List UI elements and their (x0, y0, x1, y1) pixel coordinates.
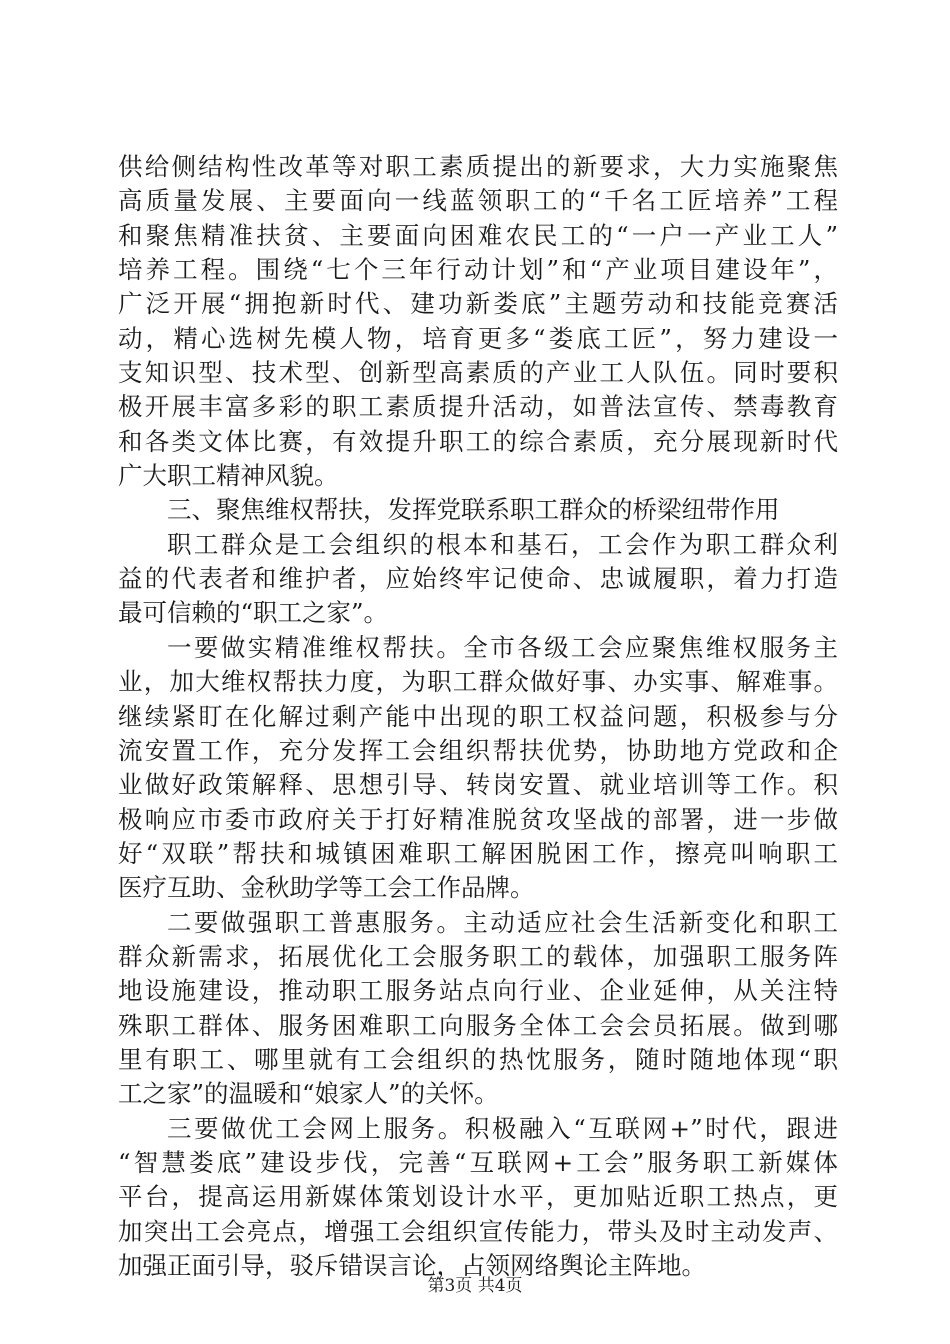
text-line: 广大职工精神风貌。 (118, 461, 339, 491)
body-text (118, 150, 838, 1283)
text-line: 和聚焦精准扶贫、主要面向困难农民工的“一户一产业工人” (118, 220, 838, 250)
page-footer: 第3页 共4页 (427, 1276, 523, 1296)
text-line: 三要做优工会网上服务。积极融入“互联网+”时代，跟进 (167, 1113, 838, 1143)
text-line: 继续紧盯在化解过剩产能中出现的职工权益问题，积极参与分 (118, 701, 838, 731)
text-line: 广泛开展“拥抱新时代、建功新娄底”主题劳动和技能竞赛活 (118, 289, 838, 319)
text-line: 二要做强职工普惠服务。主动适应社会生活新变化和职工 (167, 907, 838, 937)
text-line: 极响应市委市政府关于打好精准脱贫攻坚战的部署，进一步做 (118, 804, 838, 834)
text-line: 平台，提高运用新媒体策划设计水平，更加贴近职工热点，更 (118, 1182, 838, 1212)
text-line: 高质量发展、主要面向一线蓝领职工的“千名工匠培养”工程 (118, 186, 838, 216)
text-line: 动，精心选树先模人物，培育更多“娄底工匠”，努力建设一 (118, 323, 838, 353)
text-line: 业，加大维权帮扶力度，为职工群众做好事、办实事、解难事。 (118, 667, 838, 697)
text-line: 一要做实精准维权帮扶。全市各级工会应聚焦维权服务主 (167, 632, 838, 662)
text-line: 益的代表者和维护者，应始终牢记使命、忠诚履职，着力打造 (118, 564, 838, 594)
text-line: 加强正面引导，驳斥错误言论，占领网络舆论主阵地。 (118, 1251, 706, 1280)
section-heading: 三、聚焦维权帮扶，发挥党联系职工群众的桥梁纽带作用 (167, 495, 780, 525)
text-line: 里有职工、哪里就有工会组织的热忱服务，随时随地体现“职 (118, 1044, 838, 1074)
text-line: 供给侧结构性改革等对职工素质提出的新要求，大力实施聚焦 (118, 152, 838, 181)
text-line: 培养工程。围绕“七个三年行动计划”和“产业项目建设年”， (118, 255, 838, 285)
text-line: 医疗互助、金秋助学等工会工作品牌。 (118, 873, 535, 903)
text-line: 群众新需求，拓展优化工会服务职工的载体，加强职工服务阵 (118, 941, 838, 971)
text-line: 极开展丰富多彩的职工素质提升活动，如普法宣传、禁毒教育 (118, 392, 838, 422)
text-line: 和各类文体比赛，有效提升职工的综合素质，充分展现新时代 (118, 426, 838, 456)
text-line: 最可信赖的“职工之家”。 (118, 598, 389, 628)
text-line: 加突出工会亮点，增强工会组织宣传能力，带头及时主动发声、 (118, 1216, 838, 1246)
text-line: 好“双联”帮扶和城镇困难职工解困脱困工作，擦亮叫响职工 (118, 838, 838, 868)
text-line: 流安置工作，充分发挥工会组织帮扶优势，协助地方党政和企 (118, 735, 838, 765)
text-line: 殊职工群体、服务困难职工向服务全体工会会员拓展。做到哪 (118, 1010, 838, 1040)
text-line: 地设施建设，推动职工服务站点向行业、企业延伸，从关注特 (118, 976, 838, 1006)
text-line: “智慧娄底”建设步伐，完善“互联网+工会”服务职工新媒体 (118, 1147, 838, 1177)
text-line: 工之家”的温暖和“娘家人”的关怀。 (118, 1079, 499, 1109)
text-line: 业做好政策解释、思想引导、转岗安置、就业培训等工作。积 (118, 770, 838, 800)
text-line: 职工群众是工会组织的根本和基石，工会作为职工群众利 (167, 529, 838, 559)
text-line: 支知识型、技术型、创新型高素质的产业工人队伍。同时要积 (118, 358, 838, 388)
